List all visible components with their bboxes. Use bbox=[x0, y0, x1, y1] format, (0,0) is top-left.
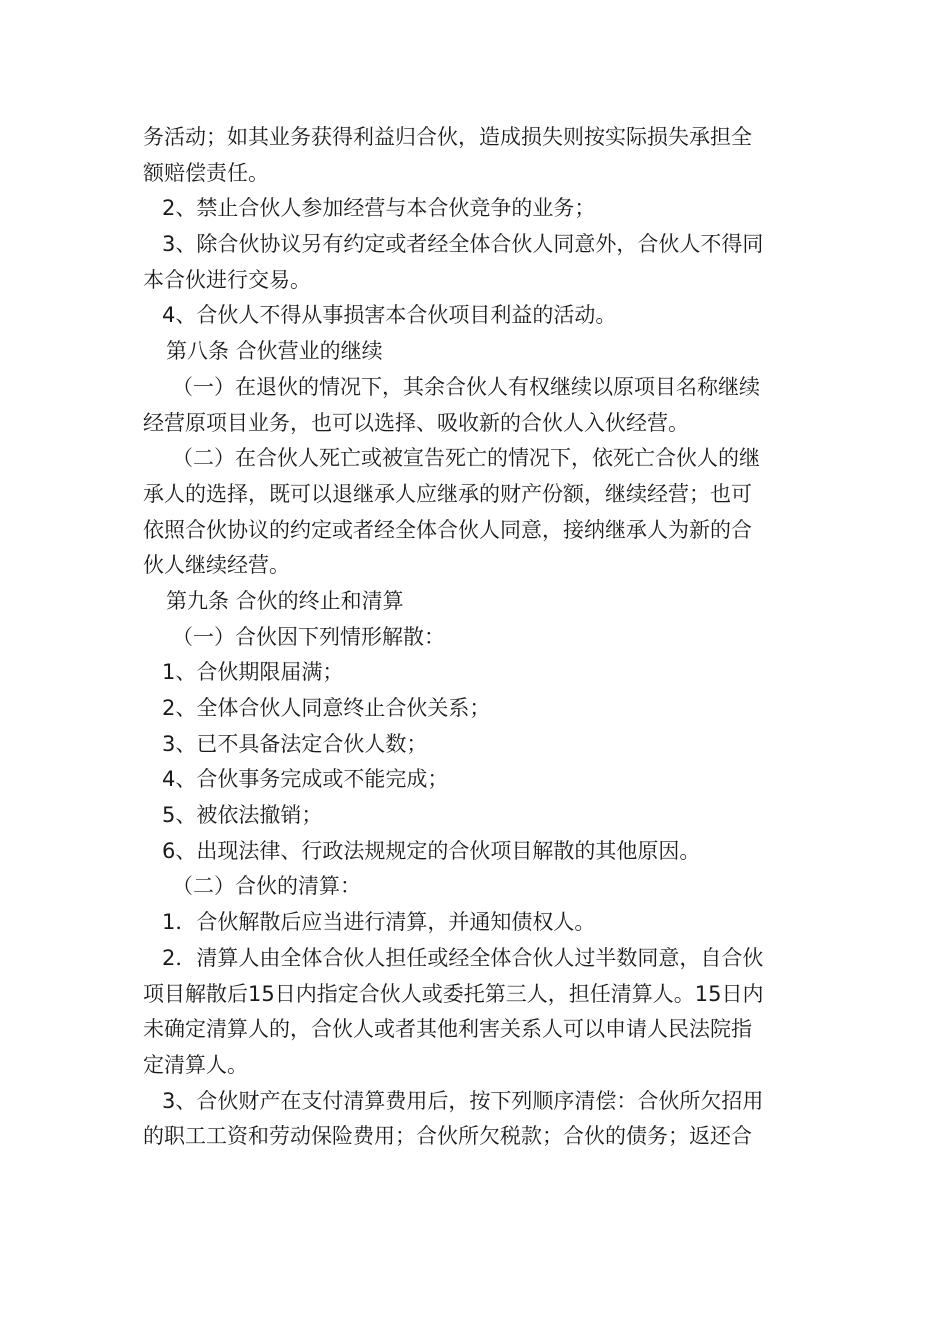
text-line: （一）合伙因下列情形解散： bbox=[172, 624, 445, 649]
text-line: （二）在合伙人死亡或被宣告死亡的情况下，依死亡合伙人的继 bbox=[172, 446, 760, 471]
text-line: （二）合伙的清算： bbox=[172, 874, 361, 899]
text-line: 定清算人。 bbox=[143, 1052, 248, 1077]
text-line: （一）在退伙的情况下，其余合伙人有权继续以原项目名称继续 bbox=[172, 374, 760, 399]
text-line: 2、禁止合伙人参加经营与本合伙竞争的业务； bbox=[162, 196, 596, 221]
text-line: 的职工工资和劳动保险费用；合伙所欠税款；合伙的债务；返还合 bbox=[143, 1124, 752, 1149]
list-item: 2．清算人由全体合伙人担任或经全体合伙人过半数同意，自合伙 bbox=[162, 945, 764, 970]
text-line: 本合伙进行交易。 bbox=[143, 267, 311, 292]
list-item: 3、合伙财产在支付清算费用后，按下列顺序清偿：合伙所欠招用 bbox=[162, 1088, 764, 1113]
text-line: 额赔偿责任。 bbox=[143, 160, 269, 185]
body-text bbox=[143, 120, 808, 1155]
text-line: 务活动；如其业务获得利益归合伙，造成损失则按实际损失承担全 bbox=[143, 125, 752, 149]
text-line: 未确定清算人的，合伙人或者其他利害关系人可以申请人民法院指 bbox=[143, 1017, 752, 1042]
list-item: 3、已不具备法定合伙人数； bbox=[162, 731, 428, 756]
text-line: 依照合伙协议的约定或者经全体合伙人同意，接纳继承人为新的合 bbox=[143, 517, 752, 542]
text-line: 伙人继续经营。 bbox=[143, 553, 290, 578]
section-heading: 第八条 合伙营业的继续 bbox=[166, 339, 383, 364]
list-item: 1．合伙解散后应当进行清算，并通知债权人。 bbox=[162, 910, 596, 935]
list-item: 5、被依法撤销； bbox=[162, 803, 323, 828]
text-line: 项目解散后15日内指定合伙人或委托第三人，担任清算人。15日内 bbox=[143, 981, 764, 1006]
section-heading: 第九条 合伙的终止和清算 bbox=[166, 588, 404, 613]
list-item: 1、合伙期限届满； bbox=[162, 660, 344, 685]
list-item: 2、全体合伙人同意终止合伙关系； bbox=[162, 696, 491, 720]
text-line: 4、合伙人不得从事损害本合伙项目利益的活动。 bbox=[162, 303, 617, 328]
text-line: 3、除合伙协议另有约定或者经全体合伙人同意外，合伙人不得同 bbox=[162, 232, 764, 257]
text-line: 承人的选择，既可以退继承人应继承的财产份额，继续经营；也可 bbox=[143, 481, 752, 506]
list-item: 4、合伙事务完成或不能完成； bbox=[162, 767, 449, 792]
list-item: 6、出现法律、行政法规规定的合伙项目解散的其他原因。 bbox=[162, 838, 701, 863]
text-line: 经营原项目业务，也可以选择、吸收新的合伙人入伙经营。 bbox=[143, 410, 689, 435]
